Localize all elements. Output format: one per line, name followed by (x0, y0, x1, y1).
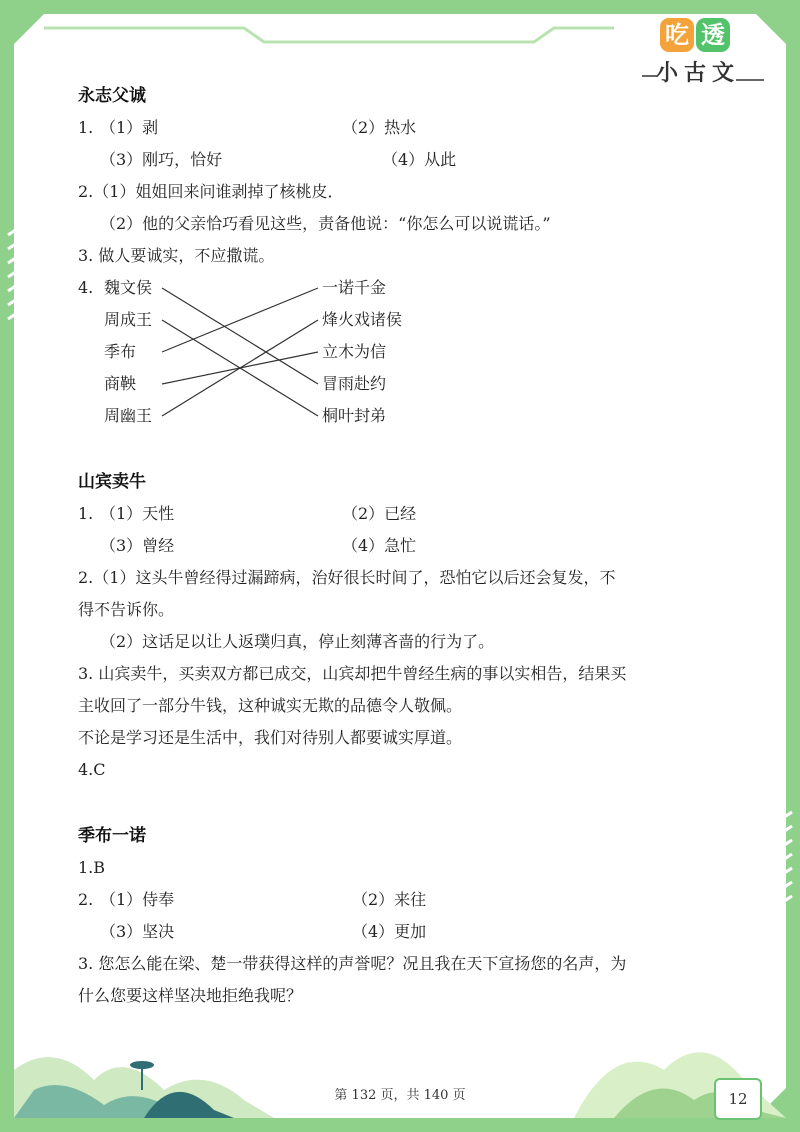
matching-right-item: 桐叶封弟 (322, 406, 387, 425)
match-line (162, 288, 318, 384)
s1-q1-answer-1: （1）剥 (100, 118, 159, 137)
section3-title: 季布一诺 (78, 826, 146, 846)
s3-q2-answer-1: （1）侍奉 (100, 890, 175, 909)
matching-left-item: 魏文侯 (104, 278, 153, 297)
matching-right-item: 烽火戏诸侯 (322, 310, 403, 329)
s2-q4-answer: 4.C (78, 760, 106, 779)
page-info-footer: 第 132 页，共 140 页 (334, 1088, 466, 1103)
s3-q3-line1: 3. 您怎么能在梁、楚一带获得这样的声誉呢？况且我在天下宣扬您的名声，为 (78, 954, 627, 973)
s1-q2-answer-1: 2.（1）姐姐回来问谁剥掉了核桃皮． (78, 182, 344, 201)
s3-q2-answer-2: （2）来往 (352, 890, 427, 909)
s1-q1-number: 1. (78, 118, 94, 137)
logo-subtitle: 小古文 (656, 61, 741, 86)
s2-q1-answer-1: （1）天性 (100, 504, 175, 523)
s3-q2-number: 2. (78, 890, 94, 909)
page-number-badge: 12 (714, 1078, 762, 1120)
s2-q3-line3: 不论是学习还是生活中，我们对待别人都要诚实厚道。 (78, 728, 463, 747)
s2-q1-answer-3: （3）曾经 (100, 536, 175, 555)
s1-q1-answer-2: （2）热水 (342, 118, 417, 137)
logo-tou-char: 透 (696, 18, 730, 52)
s1-q4-number: 4. (78, 278, 94, 297)
section2-title: 山宾卖牛 (78, 472, 146, 492)
matching-left-item: 周幽王 (104, 406, 153, 425)
s2-q1-answer-4: （4）急忙 (342, 536, 417, 555)
s2-q1-number: 1. (78, 504, 94, 523)
s3-q1-answer: 1.B (78, 858, 106, 877)
s2-q1-answer-2: （2）已经 (342, 504, 417, 523)
matching-left-item: 季布 (104, 342, 137, 361)
s2-q2-answer-2: （2）这话足以让人返璞归真，停止刻薄吝啬的行为了。 (100, 632, 495, 651)
logo-chi-char: 吃 (660, 18, 694, 52)
matching-lines (0, 0, 800, 440)
matching-left-item: 商鞅 (104, 374, 137, 393)
s1-q3-answer: 3. 做人要诚实，不应撒谎。 (78, 246, 275, 265)
s3-q2-answer-4: （4）更加 (352, 922, 427, 941)
s1-q1-answer-4: （4）从此 (382, 150, 457, 169)
s2-q3-line2: 主收回了一部分牛钱，这种诚实无欺的品德令人敬佩。 (78, 696, 463, 715)
s3-q3-line2: 什么您要这样坚决地拒绝我呢？ (78, 986, 303, 1005)
s2-q2-answer-1-line2: 得不告诉你。 (78, 600, 175, 619)
s2-q2-answer-1-line1: 2.（1）这头牛曾经得过漏蹄病，治好很长时间了，恐怕它以后还会复发，不 (78, 568, 616, 587)
matching-right-item: 冒雨赴约 (322, 374, 387, 393)
match-line (162, 288, 318, 352)
section1-title: 永志父诚 (78, 86, 146, 106)
matching-right-item: 一诺千金 (322, 278, 387, 297)
matching-left-item: 周成王 (104, 310, 153, 329)
matching-right-item: 立木为信 (322, 342, 387, 361)
s3-q2-answer-3: （3）坚决 (100, 922, 175, 941)
s1-q2-answer-2: （2）他的父亲恰巧看见这些，责备他说：“你怎么可以说谎话。” (100, 214, 551, 233)
s2-q3-line1: 3. 山宾卖牛，买卖双方都已成交，山宾却把牛曾经生病的事以实相告，结果买 (78, 664, 627, 683)
s1-q1-answer-3: （3）刚巧，恰好 (100, 150, 223, 169)
